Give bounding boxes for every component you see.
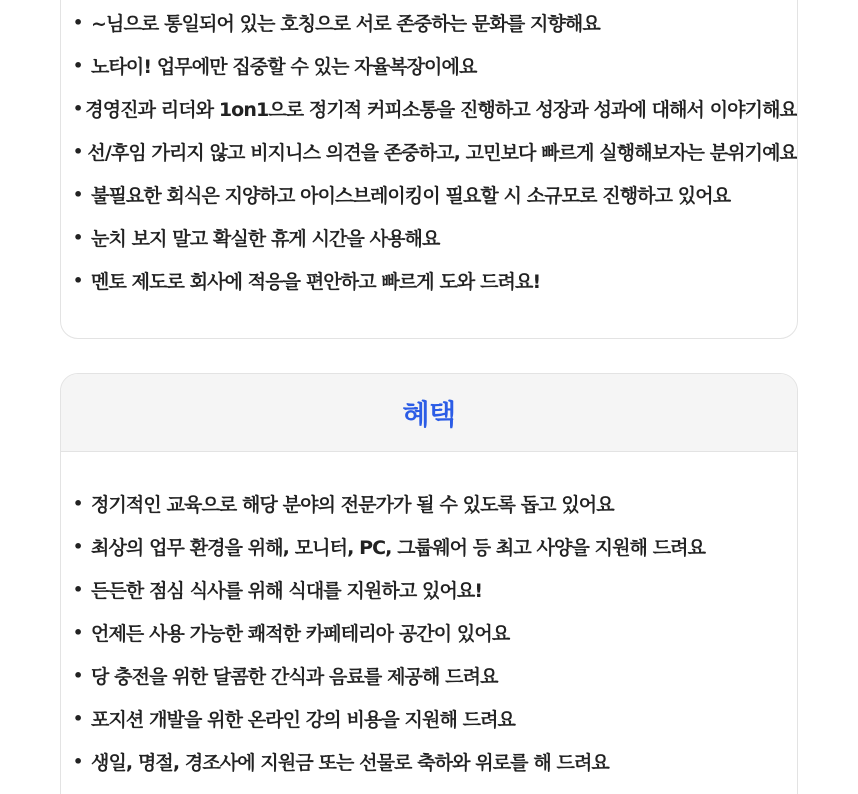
list-item (61, 173, 797, 216)
list-item-text: 불필요한 회식은 지양하고 아이스브레이킹이 필요할 시 소규모로 진행하고 있어요 (91, 185, 731, 207)
list-item-text: ~님으로 통일되어 있는 호칭으로 서로 존중하는 문화를 지향해요 (91, 13, 600, 35)
list-item-text: 선/후임 가리지 않고 비지니스 의견을 존중하고, 고민보다 빠르게 실행해보자는 분위기예요 (87, 142, 797, 164)
list-item (61, 216, 797, 259)
bullet-icon: • (73, 56, 83, 75)
list-item-text: 언제든 사용 가능한 쾌적한 카페테리아 공간이 있어요 (91, 623, 510, 645)
bullet-icon: • (73, 13, 83, 32)
list-item-text: 경영진과 리더와 1on1으로 정기적 커피소통을 진행하고 성장과 성과에 대해서 이야기해요 (85, 99, 797, 121)
list-item (61, 44, 797, 87)
bullet-icon: • (73, 666, 83, 685)
list-item (61, 87, 797, 130)
bullet-icon: • (73, 185, 83, 204)
list-item (61, 611, 797, 654)
bullet-icon: • (73, 271, 83, 290)
list-item (61, 654, 797, 697)
list-item-text: 멘토 제도로 회사에 적응을 편안하고 빠르게 도와 드려요! (91, 271, 541, 293)
list-item (61, 259, 797, 302)
list-item (61, 740, 797, 783)
list-item-text: 정기적인 교육으로 해당 분야의 전문가가 될 수 있도록 돕고 있어요 (91, 494, 614, 516)
list-item (61, 130, 797, 173)
benefits-card (60, 373, 798, 794)
list-item (61, 568, 797, 611)
list-item-text: 당 충전을 위한 달콤한 간식과 음료를 제공해 드려요 (91, 666, 498, 688)
bullet-icon: • (73, 142, 83, 161)
benefits-list (61, 452, 797, 783)
list-item-text: 생일, 명절, 경조사에 지원금 또는 선물로 축하와 위로를 해 드려요 (91, 752, 609, 774)
list-item (61, 1, 797, 44)
bullet-icon: • (73, 752, 83, 771)
list-item (61, 525, 797, 568)
culture-card (60, 0, 798, 339)
list-item-text: 노타이! 업무에만 집중할 수 있는 자율복장이에요 (91, 56, 477, 78)
culture-list (61, 0, 797, 302)
list-item-text: 포지션 개발을 위한 온라인 강의 비용을 지원해 드려요 (91, 709, 515, 731)
benefits-title: 혜택 (402, 397, 456, 431)
bullet-icon: • (73, 99, 83, 118)
bullet-icon: • (73, 494, 83, 513)
bullet-icon: • (73, 537, 83, 556)
list-item-text: 눈치 보지 말고 확실한 휴게 시간을 사용해요 (91, 228, 440, 250)
list-item-text: 최상의 업무 환경을 위해, 모니터, PC, 그룹웨어 등 최고 사양을 지원해 드려요 (91, 537, 706, 559)
list-item-text: 든든한 점심 식사를 위해 식대를 지원하고 있어요! (91, 580, 483, 602)
list-item (61, 482, 797, 525)
list-item (61, 697, 797, 740)
bullet-icon: • (73, 580, 83, 599)
bullet-icon: • (73, 228, 83, 247)
benefits-header (61, 374, 797, 452)
bullet-icon: • (73, 623, 83, 642)
bullet-icon: • (73, 709, 83, 728)
